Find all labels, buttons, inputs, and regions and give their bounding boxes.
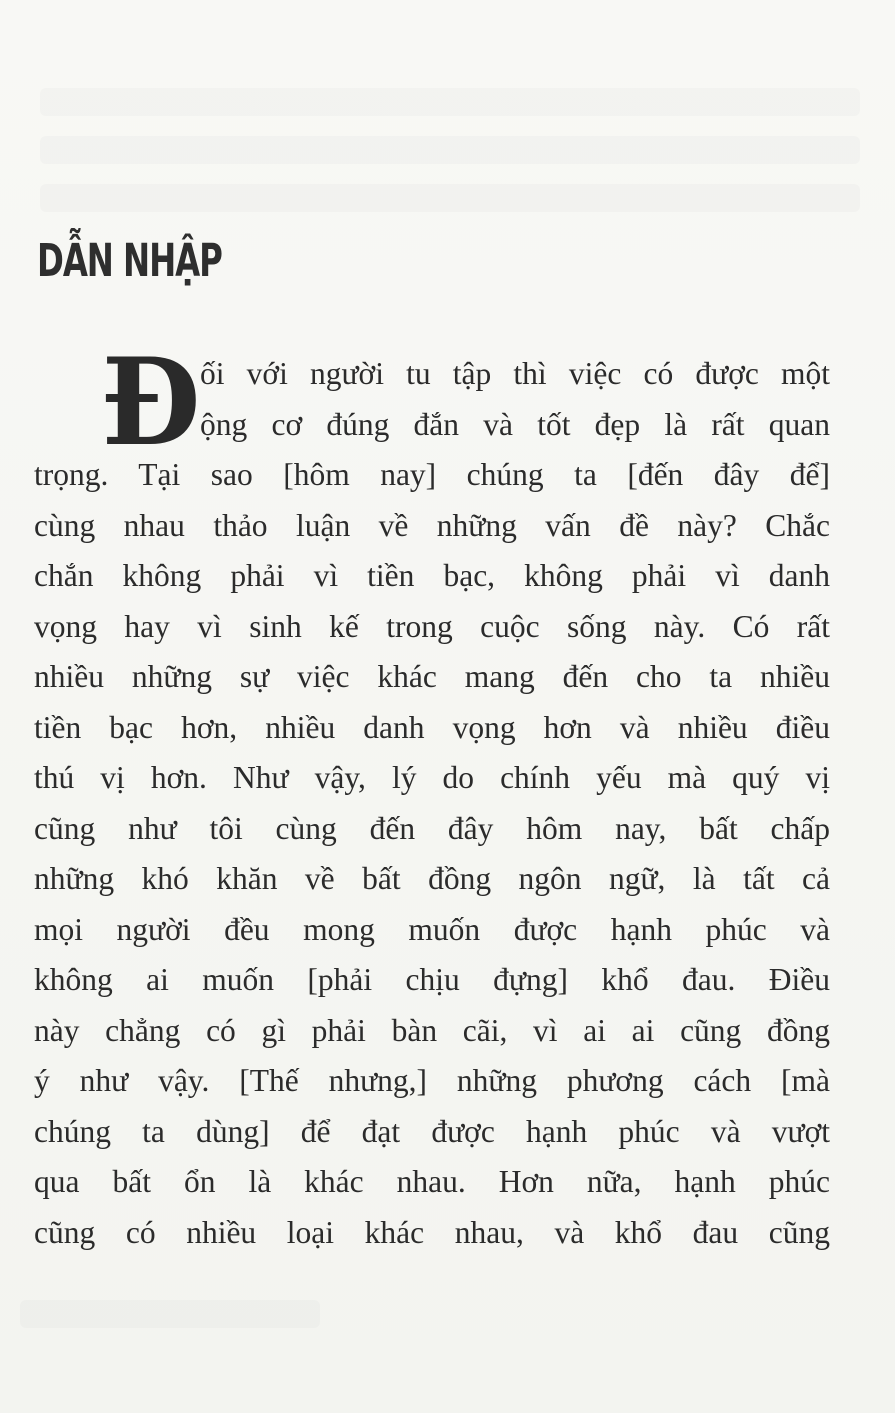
text-line: này chẳng có gì phải bàn cãi, vì ai ai cũng đồng: [34, 1013, 830, 1048]
bleed-through-text: [40, 88, 860, 116]
text-line: tiền bạc hơn, nhiều danh vọng hơn và nhiều điều: [34, 710, 830, 745]
bleed-through-text: [40, 136, 860, 164]
text-line: thú vị hơn. Như vậy, lý do chính yếu mà quý vị: [34, 760, 830, 795]
text-line: vọng hay vì sinh kế trong cuộc sống này. Có rất: [34, 609, 830, 644]
text-line: ộng cơ đúng đắn và tốt đẹp là rất quan: [200, 407, 830, 442]
text-line: cùng nhau thảo luận về những vấn đề này? Chắc: [34, 508, 830, 543]
text-line: qua bất ổn là khác nhau. Hơn nữa, hạnh phúc: [34, 1164, 830, 1199]
bleed-through-text: [40, 184, 860, 212]
drop-cap: Đ: [101, 332, 201, 473]
chapter-heading: DẪN NHẬP: [37, 234, 222, 287]
text-line: chúng ta dùng] để đạt được hạnh phúc và vượt: [34, 1114, 830, 1149]
text-line: không ai muốn [phải chịu đựng] khổ đau. Điều: [34, 962, 830, 997]
text-line: nhiều những sự việc khác mang đến cho ta nhiều: [34, 659, 830, 694]
bleed-through-footer: [20, 1300, 320, 1328]
text-line: chắn không phải vì tiền bạc, không phải vì danh: [34, 558, 830, 593]
text-line: ý như vậy. [Thế nhưng,] những phương cách [mà: [34, 1063, 830, 1098]
text-line: mọi người đều mong muốn được hạnh phúc và: [34, 912, 830, 947]
text-line: cũng có nhiều loại khác nhau, và khổ đau cũng: [34, 1215, 830, 1250]
text-line: cũng như tôi cùng đến đây hôm nay, bất chấp: [34, 811, 830, 846]
text-line: những khó khăn về bất đồng ngôn ngữ, là tất cả: [34, 861, 830, 896]
text-line: trọng. Tại sao [hôm nay] chúng ta [đến đây để]: [34, 457, 830, 492]
text-line: ối với người tu tập thì việc có được một: [200, 356, 830, 391]
